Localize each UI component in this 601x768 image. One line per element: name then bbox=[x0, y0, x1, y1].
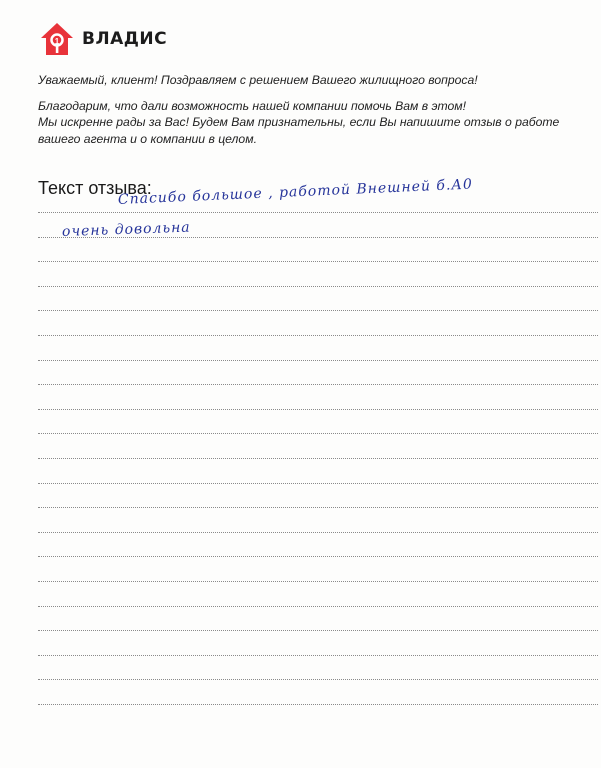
ruled-line bbox=[38, 704, 598, 705]
ruled-line bbox=[38, 581, 598, 582]
ruled-line bbox=[38, 433, 598, 434]
brand-name: ВЛАДИС bbox=[82, 29, 168, 49]
ruled-line bbox=[38, 261, 598, 262]
handwritten-review-line-2: очень довольна bbox=[61, 219, 191, 240]
ruled-line bbox=[38, 409, 598, 410]
ruled-line bbox=[38, 532, 598, 533]
ruled-line bbox=[38, 630, 598, 631]
intro-greeting: Уважаемый, клиент! Поздравляем с решением Вашего жилищного вопроса! bbox=[38, 73, 478, 87]
ruled-line bbox=[38, 384, 598, 385]
house-key-icon bbox=[40, 22, 74, 56]
ruled-line bbox=[38, 679, 598, 680]
ruled-line bbox=[38, 655, 598, 656]
ruled-line bbox=[38, 507, 598, 508]
intro-text bbox=[38, 72, 583, 147]
logo-mark-text: 1 bbox=[54, 36, 60, 46]
ruled-line bbox=[38, 360, 598, 361]
ruled-line bbox=[38, 335, 598, 336]
company-logo bbox=[40, 22, 167, 56]
ruled-lines bbox=[38, 212, 598, 752]
ruled-line bbox=[38, 483, 598, 484]
ruled-line bbox=[38, 606, 598, 607]
ruled-line bbox=[38, 556, 598, 557]
review-heading: Текст отзыва: bbox=[38, 178, 152, 198]
ruled-line bbox=[38, 212, 598, 213]
ruled-line bbox=[38, 458, 598, 459]
ruled-line bbox=[38, 310, 598, 311]
ruled-line bbox=[38, 286, 598, 287]
handwritten-review-line-1: Спасибо большое , работой Внешней б.А0 bbox=[117, 176, 474, 208]
intro-line-1: Благодарим, что дали возможность нашей компании помочь Вам в этом! bbox=[38, 98, 467, 113]
intro-line-3: вашего агента и о компании в целом. bbox=[38, 131, 257, 146]
intro-line-2: Мы искренне рады за Вас! Будем Вам признательны, если Вы напишите отзыв о работе bbox=[38, 115, 560, 129]
